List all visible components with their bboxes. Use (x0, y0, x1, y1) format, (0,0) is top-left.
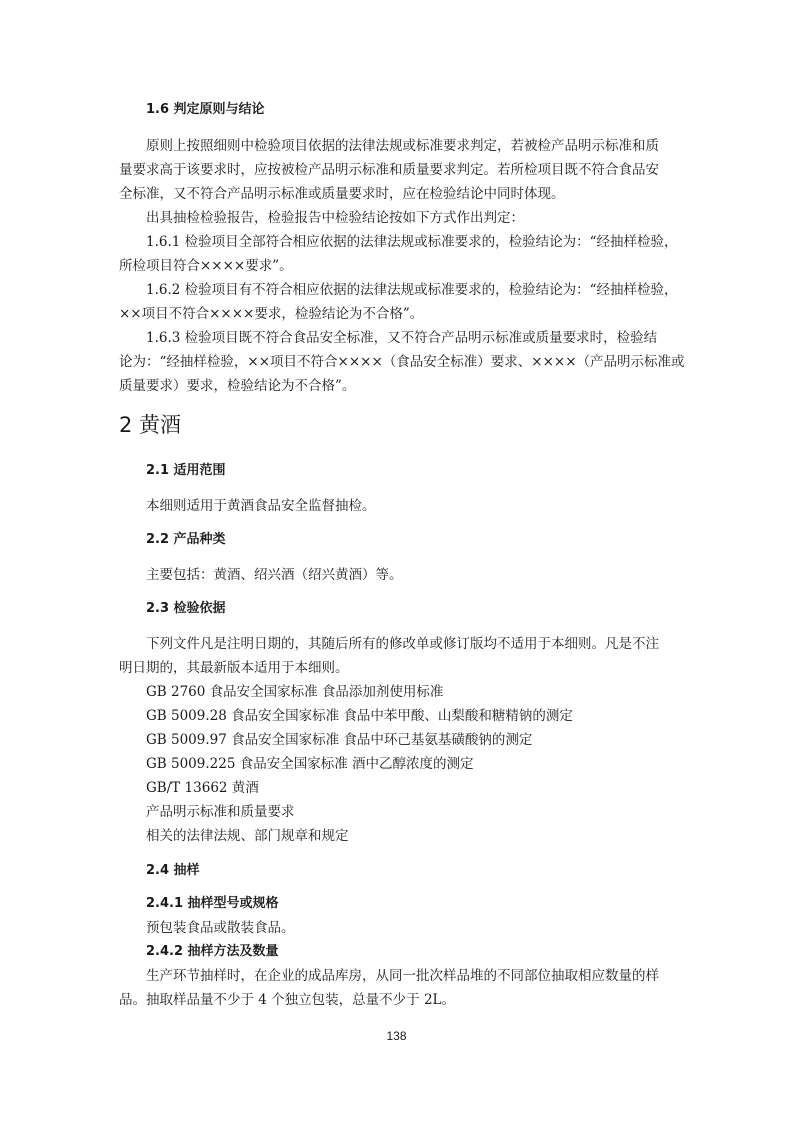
section-2-4-1-text: 预包装食品或散装食品。 (146, 920, 295, 936)
section-2-3-para-line2: 明日期的，其最新版本适用于本细则。 (119, 660, 349, 676)
reference-item: 产品明示标准和质量要求 (146, 804, 295, 820)
chapter-2-heading: 2 黄酒 (119, 413, 182, 437)
item-1-6-1-line1: 1.6.1 检验项目全部符合相应依据的法律法规或标准要求的，检验结论为：“经抽样检验， (146, 234, 678, 250)
section-2-4-1-heading: 2.4.1 抽样型号或规格 (146, 896, 279, 911)
section-1-6-para2: 出具抽检检验报告，检验报告中检验结论按如下方式作出判定： (146, 210, 524, 226)
page-number: 138 (386, 1029, 407, 1043)
item-1-6-3-line3: 质量要求）要求，检验结论为不合格”。 (119, 378, 356, 394)
section-2-3-heading: 2.3 检验依据 (146, 601, 226, 616)
section-2-4-2-heading: 2.4.2 抽样方法及数量 (146, 944, 279, 959)
section-2-4-2-line2: 品。抽取样品量不少于 4 个独立包装，总量不少于 2L。 (119, 992, 456, 1008)
reference-item: GB/T 13662 黄酒 (146, 780, 259, 796)
item-1-6-3-line1: 1.6.3 检验项目既不符合食品安全标准，又不符合产品明示标准或质量要求时，检验结 (146, 330, 658, 346)
section-2-2-heading: 2.2 产品种类 (146, 532, 226, 547)
section-2-2-text: 主要包括：黄酒、绍兴酒（绍兴黄酒）等。 (146, 567, 403, 583)
item-1-6-3-line2: 论为：“经抽样检验，××项目不符合××××（食品安全标准）要求、××××（产品明示标准或 (119, 354, 685, 370)
reference-item: GB 2760 食品安全国家标准 食品添加剂使用标准 (146, 684, 444, 700)
reference-item: 相关的法律法规、部门规章和规定 (146, 828, 349, 844)
section-2-3-para-line1: 下列文件凡是注明日期的，其随后所有的修改单或修订版均不适用于本细则。凡是不注 (146, 636, 659, 652)
reference-item: GB 5009.28 食品安全国家标准 食品中苯甲酸、山梨酸和糖精钠的测定 (146, 708, 573, 724)
section-2-4-heading: 2.4 抽样 (146, 863, 200, 878)
reference-item: GB 5009.97 食品安全国家标准 食品中环己基氨基磺酸钠的测定 (146, 732, 533, 748)
section-2-4-2-line1: 生产环节抽样时，在企业的成品库房，从同一批次样品堆的不同部位抽取相应数量的样 (146, 968, 659, 984)
section-2-1-heading: 2.1 适用范围 (146, 463, 226, 478)
item-1-6-1-line2: 所检项目符合××××要求”。 (119, 258, 293, 274)
section-1-6-para1-line3: 全标准，又不符合产品明示标准或质量要求时，应在检验结论中同时体现。 (119, 186, 565, 202)
section-1-6-para1-line2: 量要求高于该要求时，应按被检产品明示标准和质量要求判定。若所检项目既不符合食品安 (119, 162, 659, 178)
item-1-6-2-line1: 1.6.2 检验项目有不符合相应依据的法律法规或标准要求的，检验结论为：“经抽样检验， (146, 282, 678, 298)
reference-item: GB 5009.225 食品安全国家标准 酒中乙醇浓度的测定 (146, 756, 474, 772)
section-1-6-heading: 1.6 判定原则与结论 (146, 102, 265, 117)
section-1-6-para1-line1: 原则上按照细则中检验项目依据的法律法规或标准要求判定，若被检产品明示标准和质 (146, 138, 659, 154)
item-1-6-2-line2: ××项目不符合××××要求，检验结论为不合格”。 (119, 306, 424, 322)
section-2-1-text: 本细则适用于黄酒食品安全监督抽检。 (146, 498, 376, 514)
